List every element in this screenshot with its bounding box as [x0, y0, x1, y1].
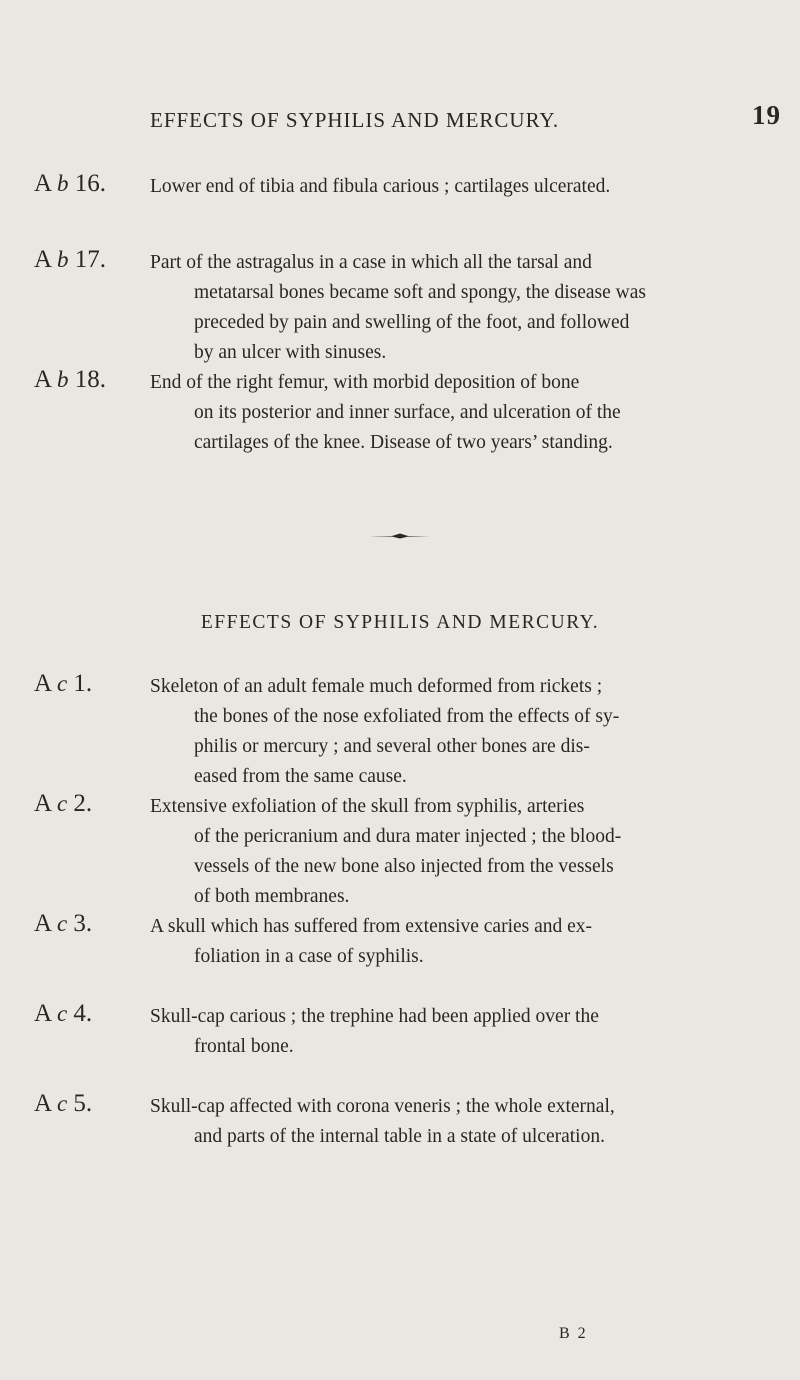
entry-label — [34, 910, 144, 938]
entry-series: c — [56, 791, 68, 816]
entry-line: of the pericranium and dura mater injected ; the blood- — [194, 826, 622, 847]
entry-description — [150, 172, 790, 202]
entry-series: c — [56, 671, 68, 696]
entry-line: preceded by pain and swelling of the foot, and followed — [194, 312, 630, 333]
entry-prefix: A — [34, 1000, 51, 1027]
entry-line: foliation in a case of syphilis. — [194, 946, 424, 967]
entry-number: 17. — [74, 246, 106, 273]
entry-prefix: A — [34, 910, 51, 937]
entry-line: on its posterior and inner surface, and ulceration of the — [194, 402, 621, 423]
entry-series: c — [56, 1001, 68, 1026]
entry-label — [34, 366, 144, 394]
entry-label — [34, 1090, 144, 1118]
ornament-divider — [370, 533, 430, 539]
entry-description — [150, 368, 790, 458]
entry-prefix: A — [34, 790, 51, 817]
entry-prefix: A — [34, 246, 51, 273]
entry-description — [150, 248, 790, 368]
entry-number: 2. — [73, 790, 93, 817]
entry-line: eased from the same cause. — [194, 766, 407, 787]
entry-number: 5. — [73, 1090, 93, 1117]
entry-line: Skull-cap affected with corona veneris ; the whole external, — [150, 1096, 615, 1117]
entry-line: philis or mercury ; and several other bones are dis- — [194, 736, 590, 757]
entry-line: A skull which has suffered from extensive caries and ex- — [150, 916, 593, 937]
entry-line: cartilages of the knee. Disease of two years’ standing. — [194, 432, 613, 453]
page-number: 19 — [752, 100, 781, 130]
entry-line: of both membranes. — [194, 886, 350, 907]
entry-series: b — [56, 247, 69, 272]
entry-description — [150, 792, 790, 912]
entry-line: the bones of the nose exfoliated from the effects of sy- — [194, 706, 620, 727]
entry-label — [34, 246, 144, 274]
entry-label — [34, 790, 144, 818]
entry-line: and parts of the internal table in a state of ulceration. — [194, 1126, 605, 1147]
entry-description — [150, 1002, 790, 1062]
entry-line: by an ulcer with sinuses. — [194, 342, 387, 363]
entry-number: 18. — [74, 366, 106, 393]
entry-line: Skeleton of an adult female much deformed from rickets ; — [150, 676, 603, 697]
running-title: EFFECTS OF SYPHILIS AND MERCURY. — [150, 108, 560, 132]
entry-prefix: A — [34, 670, 51, 697]
entry-line: frontal bone. — [194, 1036, 294, 1057]
entry-line: Skull-cap carious ; the trephine had been applied over the — [150, 1006, 599, 1027]
entry-line: Extensive exfoliation of the skull from syphilis, arteries — [150, 796, 585, 817]
entry-label — [34, 670, 144, 698]
entry-line: Lower end of tibia and fibula carious ; cartilages ulcerated. — [150, 176, 611, 197]
entry-description — [150, 1092, 790, 1152]
entry-label — [34, 170, 144, 198]
entry-prefix: A — [34, 366, 51, 393]
section-heading: EFFECTS OF SYPHILIS AND MERCURY. — [200, 612, 600, 633]
signature-mark: B 2 — [559, 1325, 588, 1342]
entry-line: End of the right femur, with morbid deposition of bone — [150, 372, 580, 393]
entry-number: 16. — [74, 170, 106, 197]
entry-series: b — [56, 367, 69, 392]
entry-label — [34, 1000, 144, 1028]
entry-series: b — [56, 171, 69, 196]
entry-line: Part of the astragalus in a case in which all the tarsal and — [150, 252, 592, 273]
entry-line: vessels of the new bone also injected from the vessels — [194, 856, 614, 877]
entry-number: 4. — [73, 1000, 93, 1027]
entry-description — [150, 912, 790, 972]
entry-series: c — [56, 1091, 68, 1116]
entry-number: 1. — [73, 670, 93, 697]
entry-series: c — [56, 911, 68, 936]
entry-description — [150, 672, 790, 792]
entry-line: metatarsal bones became soft and spongy, the disease was — [194, 282, 646, 303]
entry-prefix: A — [34, 1090, 51, 1117]
entry-number: 3. — [73, 910, 93, 937]
entry-prefix: A — [34, 170, 51, 197]
